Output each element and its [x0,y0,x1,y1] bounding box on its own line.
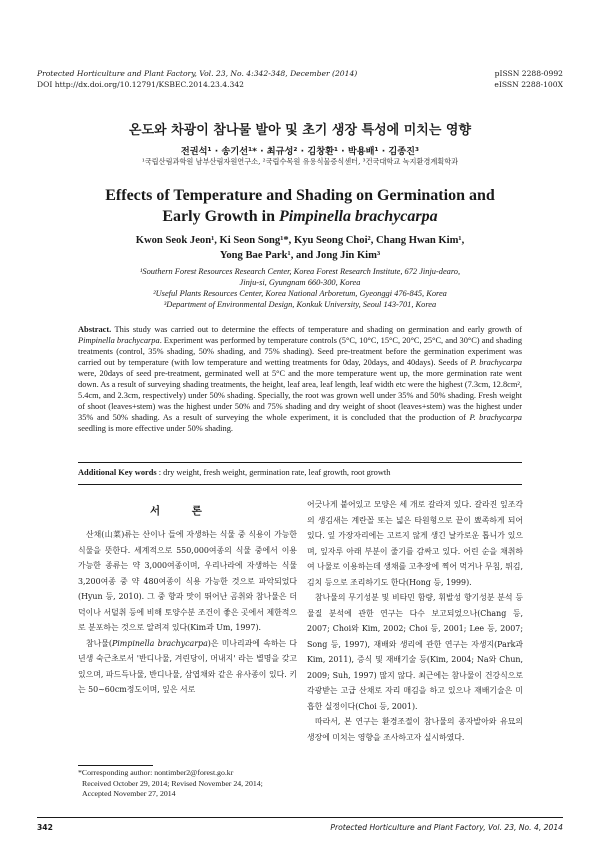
received-dates: Received October 29, 2014; Revised November 24, 2014; [82,778,263,788]
abstract-label: Abstract. [78,325,112,334]
english-title-plain: Early Growth in [162,208,279,225]
footer-rule [37,817,563,818]
korean-affiliations: ¹국립산림과학원 남부산림자원연구소, ²국립수목원 유용식물증식센터, ³건국대학교 녹지환경계획학과 [141,157,459,166]
intro-paragraph-3: 어긋나게 붙어있고 모양은 세 개로 갈라져 있다. 갈라진 잎조각의 생김새는 계란꼴 또는 넓은 타원형으로 끝이 뾰족하게 되어있다. 잎 가장자리에는 고르지 않게 생긴 날카로운 톱니가 있으며, 잎자루 아래 부분이 줄기를 감싸고 있다. 어린 순을 채취하여 나물로 이용하는데 생채를 고추장에 찍어 먹거나 무침, 튀김, 김치 등으로 조리하기도 한다(Hong 등, 1999). [307,500,523,587]
abstract-text-d: seedling is more effective under 50% shading. [78,424,233,433]
english-authors-line1: Kwon Seok Jeon¹, Ki Seon Song¹*, Kyu Seong Choi², Chang Hwan Kim¹, [135,235,465,246]
intro-p2-species: Pimpinella brachycarpa [111,638,208,648]
left-column [78,527,297,698]
abstract-text-a: This study was carried out to determine the effects of temperature and shading on germination and early growth of [111,325,522,334]
right-column [307,497,523,745]
affiliation-3: ³Department of Environmental Design, Konkuk University, Seoul 143-701, Korea [163,300,437,309]
intro-p2-start: 참나물( [86,638,112,648]
korean-title: 온도와 차광이 참나물 발아 및 초기 생장 특성에 미치는 영향 [128,123,472,138]
issn-block [494,69,563,90]
corresponding-author[interactable]: *Corresponding author: nontimber2@forest.go.kr [78,768,234,777]
abstract-species-short: P. brachycarpa [470,358,522,367]
abstract-text-b: . Experiment was performed by temperature controls (5°C, 10°C, 15°C, 20°C, 25°C, and 30°C) and shading treatments (control, 35% shading, 50% shading, and 75% shading). Seed pre-treatment before the germination experiment was carried out by temperature (with low temperature and wetting treatments for 0day, 20days, and 40days). Seeds of [78,336,523,367]
abstract-species: Pimpinella brachycarpa [78,336,160,345]
footer-journal: Protected Horticulture and Plant Factory, Vol. 23, No. 4, 2014 [330,823,563,832]
journal-citation [37,69,357,90]
keywords-divider [78,484,522,485]
keywords-text: : dry weight, fresh weight, germination rate, leaf growth, root growth [156,468,391,477]
accepted-date: Accepted November 27, 2014 [82,789,176,798]
page-number: 342 [37,823,53,832]
abstract-species-short2: P. brachycarpa [469,413,522,422]
abstract-divider [78,462,522,463]
intro-p2-rest: )은 미나리과에 속하는 다년생 숙근초로서 '반디나물, 겨린당이, 머내지' 라는 별명을 갖고 있으며, 파드득나물, 반디나물, 삼엽채와 같은 유사종이 있다. 키는 50~60cm정도이며, 잎은 서로 [78,638,298,694]
affiliation-1a: ¹Southern Forest Resources Research Center, Korea Forest Research Institute, 672 Jinju-dearo, [139,267,461,276]
english-title-line1: Effects of Temperature and Shading on Germination and [105,187,495,204]
intro-paragraph-5: 따라서, 본 연구는 환경조절이 참나물의 종자발아와 유묘의 생장에 미치는 영향을 조사하고자 실시하였다. [307,717,523,742]
abstract [78,324,522,434]
eissn: eISSN 2288-100X [494,79,563,89]
footnote [78,768,263,800]
section-title-introduction: 서 론 [150,505,216,517]
abstract-text-c: were, 20days of seed pre-treatment, germinated well at 5°C and the more temperature went up, the more germination rate went down. As a result of surveying shading treatments, the height, leaf area, leaf length, leaf width etc were the highest (7.3cm, 12.8cm², 5.4cm, and 2.3cm, respectively) under 50% shading. Specially, the root was grown well under 35% and 50% shading. Fresh weight of shoot (leaves+stem) was the highest under 50% and 75% shading and dry weight of shoot (leaves+stem) was the highest under 35% and 50% shading. As a result of surveying the whole experiment, it is concluded that the production of [78,369,522,422]
pissn: pISSN 2288-0992 [494,69,563,78]
keywords-label: Additional Key words [78,468,157,477]
english-affiliations [0,266,600,310]
footnote-rule [78,765,153,766]
intro-paragraph-4: 참나물의 무기성분 및 비타민 함량, 휘발성 향기성분 분석 등 물질 분석에 관한 연구는 다수 보고되었으나(Chang 등, 2007; Choi와 Kim, 2002; Choi 등, 2001; Lee 등, 2007; Song 등, 1997), 재배와 생리에 관한 연구는 자생지(Park과 Kim, 2011), 증식 및 재배기술 등(Kim, 2004; Na와 Chun, 2009; Suh, 1997) 많지 않다. 최근에는 참나물이 건강식으로 각광받는 고급 산채로 자리 매김을 하고 있으나 재배기술은 미흡한 실정이다(Choi 등, 2001). [307,593,523,711]
intro-paragraph-2 [78,636,297,698]
english-authors-line2: Yong Bae Park¹, and Jong Jin Kim³ [219,250,381,261]
english-title-species: Pimpinella brachycarpa [278,208,438,225]
english-title-line2 [0,206,600,227]
intro-paragraph-1: 산채(山菜)류는 산이나 들에 자생하는 식물 중 식용이 가능한 식물을 뜻한다. 세계적으로 550,000여종의 식물 중에서 이용 가능한 종류는 약 3,000여종이며, 우리나라에 자생하는 식물 3,200여종 중 약 480여종이 식용 가능한 것으로 파악되었다(Hyun 등, 2010). 그 중 향과 맛이 뛰어난 곰취와 참나물은 더덕이나 서덜취 등에 비해 토양수분 조건이 좋은 곳에서 제한적으로 분포하는 것으로 알려져 있다(Kim과 Um, 1997). [78,530,297,632]
affiliation-1b: Jinju-si, Gyungnam 660-300, Korea [239,278,361,287]
citation-line1: Protected Horticulture and Plant Factory, Vol. 23, No. 4:342-348, December (2014) [37,69,358,78]
english-authors [0,233,600,263]
doi-line[interactable]: DOI http://dx.doi.org/10.12791/KSBEC.2014.23.4.342 [37,79,245,89]
keywords [78,468,522,477]
english-title [0,185,600,227]
korean-authors: 전권석¹ · 송기선¹* · 최규성² · 김창환¹ · 박용배¹ · 김종진³ [180,146,420,157]
affiliation-2: ²Useful Plants Resources Center, Korea National Arboretum, Gyeonggi 476-845, Korea [153,289,447,298]
